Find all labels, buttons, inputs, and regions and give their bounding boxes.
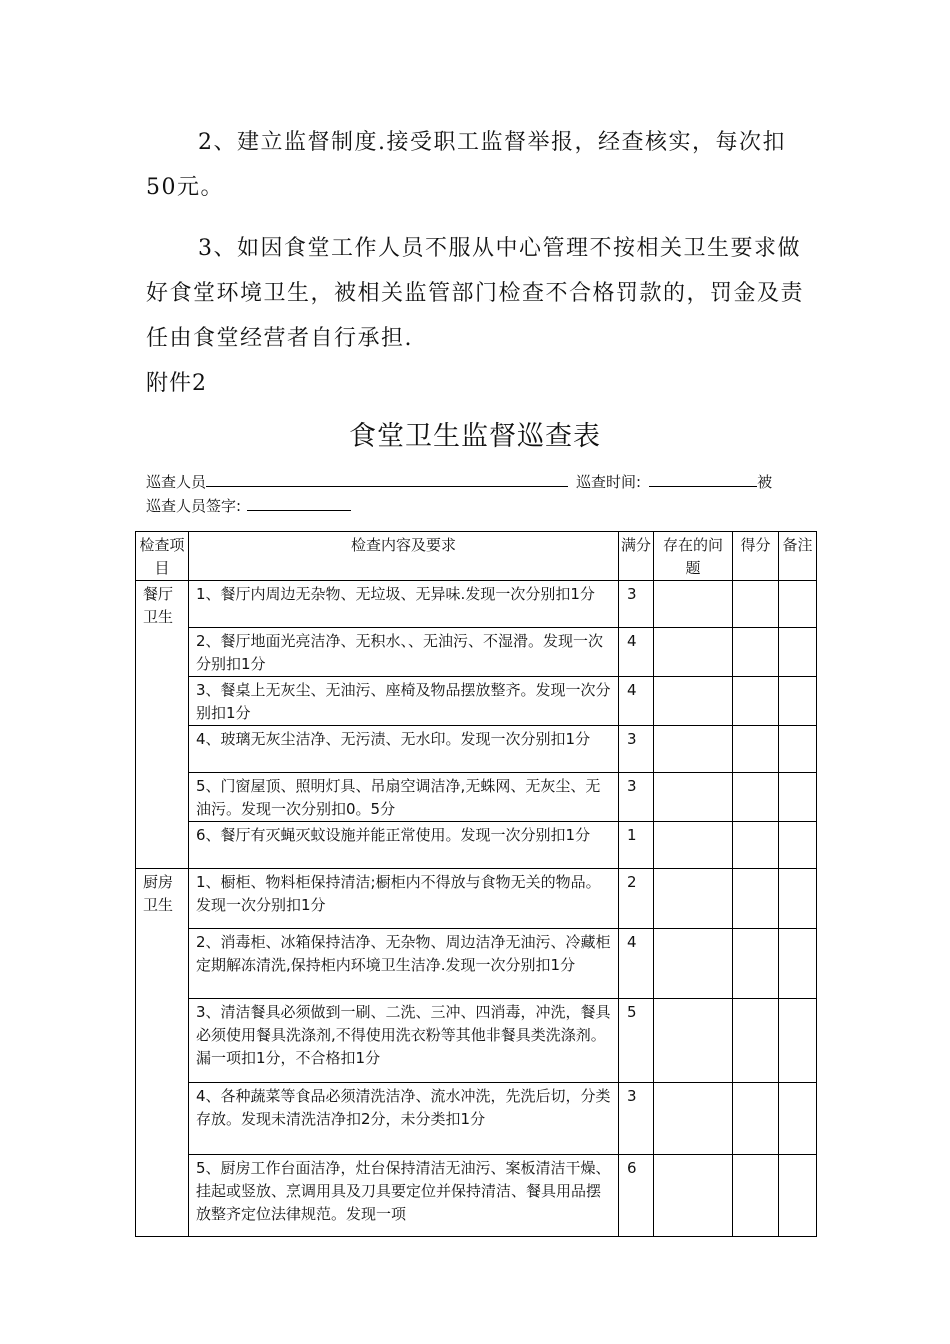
content-cell: 4、各种蔬菜等食品必须清洗洁净、流水冲洗，先洗后切，分类存放。发现未清洗洁净扣2分，未分类扣1分 <box>189 1083 619 1155</box>
full-score-cell: 3 <box>619 773 654 822</box>
full-score-cell: 4 <box>619 929 654 999</box>
full-score-cell: 4 <box>619 677 654 726</box>
inspector-label: 巡查人员 <box>146 473 207 491</box>
table-row <box>136 999 817 1083</box>
remarks-cell[interactable] <box>779 869 817 929</box>
score-cell[interactable] <box>733 628 779 677</box>
remarks-cell[interactable] <box>779 999 817 1083</box>
remarks-cell[interactable] <box>779 1083 817 1155</box>
content-cell: 3、清洁餐具必须做到一刷、二洗、三冲、四消毒，冲洗，餐具必须使用餐具洗涤剂,不得使用洗衣粉等其他非餐具类洗涤剂。漏一项扣1分，不合格扣1分 <box>189 999 619 1083</box>
full-score-cell: 4 <box>619 628 654 677</box>
header-score: 得分 <box>733 532 779 581</box>
header-full-score: 满分 <box>619 532 654 581</box>
issues-cell[interactable] <box>654 999 733 1083</box>
full-score-cell: 1 <box>619 822 654 869</box>
full-score-cell: 6 <box>619 1155 654 1237</box>
rule-item-3: 3、如因食堂工作人员不服从中心管理不按相关卫生要求做好食堂环境卫生，被相关监管部门检查不合格罚款的，罚金及责任由食堂经营者自行承担. <box>146 236 805 351</box>
signature-line <box>146 494 351 516</box>
content-cell: 5、厨房工作台面洁净，灶台保持清洁无油污、案板清洁干燥、挂起或竖放、烹调用具及刀具要定位并保持清洁、餐具用品摆放整齐定位法律规范。发现一项 <box>189 1155 619 1237</box>
table-row <box>136 869 817 929</box>
table-row <box>136 1083 817 1155</box>
full-score-cell: 3 <box>619 581 654 628</box>
full-score-cell: 5 <box>619 999 654 1083</box>
issues-cell[interactable] <box>654 628 733 677</box>
signature-label: 巡查人员签字: <box>146 497 242 515</box>
remarks-cell[interactable] <box>779 677 817 726</box>
inspector-line <box>146 470 806 492</box>
table-row <box>136 677 817 726</box>
remarks-cell[interactable] <box>779 1155 817 1237</box>
content-cell: 2、消毒柜、冰箱保持洁净、无杂物、周边洁净无油污、冷藏柜定期解冻清洗,保持柜内环境卫生洁净.发现一次分别扣1分 <box>189 929 619 999</box>
table-row <box>136 1155 817 1237</box>
remarks-cell[interactable] <box>779 773 817 822</box>
full-score-cell: 3 <box>619 726 654 773</box>
table-row <box>136 581 817 628</box>
issues-cell[interactable] <box>654 726 733 773</box>
category-cell: 厨房卫生 <box>136 869 189 1237</box>
score-cell[interactable] <box>733 999 779 1083</box>
score-cell[interactable] <box>733 929 779 999</box>
issues-cell[interactable] <box>654 1155 733 1237</box>
score-cell[interactable] <box>733 822 779 869</box>
score-cell[interactable] <box>733 773 779 822</box>
score-cell[interactable] <box>733 1155 779 1237</box>
inspection-table <box>135 531 817 1237</box>
inspected-label-start: 被 <box>757 473 773 491</box>
score-cell[interactable] <box>733 869 779 929</box>
score-cell[interactable] <box>733 581 779 628</box>
header-issues: 存在的问题 <box>654 532 733 581</box>
content-cell: 5、门窗屋顶、照明灯具、吊扇空调洁净,无蛛网、无灰尘、无油污。发现一次分别扣0。5分 <box>189 773 619 822</box>
header-remarks: 备注 <box>779 532 817 581</box>
content-cell: 1、橱柜、物料柜保持清洁;橱柜内不得放与食物无关的物品。发现一次分别扣1分 <box>189 869 619 929</box>
table-row <box>136 628 817 677</box>
issues-cell[interactable] <box>654 869 733 929</box>
score-cell[interactable] <box>733 677 779 726</box>
header-row <box>136 532 817 581</box>
attachment-label: 附件2 <box>146 371 207 396</box>
issues-cell[interactable] <box>654 822 733 869</box>
remarks-cell[interactable] <box>779 581 817 628</box>
issues-cell[interactable] <box>654 581 733 628</box>
issues-cell[interactable] <box>654 1083 733 1155</box>
content-cell: 2、餐厅地面光亮洁净、无积水、、无油污、不湿滑。发现一次分别扣1分 <box>189 628 619 677</box>
remarks-cell[interactable] <box>779 628 817 677</box>
header-category: 检查项目 <box>136 532 189 581</box>
rule-item-2: 2、建立监督制度.接受职工监督举报，经查核实，每次扣50元。 <box>146 130 786 200</box>
table-row <box>136 929 817 999</box>
time-label: 巡查时间: <box>576 473 642 491</box>
table-row <box>136 822 817 869</box>
signature-blank[interactable] <box>247 494 351 511</box>
remarks-cell[interactable] <box>779 726 817 773</box>
issues-cell[interactable] <box>654 677 733 726</box>
inspector-blank[interactable] <box>206 470 568 487</box>
content-cell: 4、玻璃无灰尘洁净、无污渍、无水印。发现一次分别扣1分 <box>189 726 619 773</box>
remarks-cell[interactable] <box>779 929 817 999</box>
issues-cell[interactable] <box>654 929 733 999</box>
content-cell: 1、餐厅内周边无杂物、无垃圾、无异味.发现一次分别扣1分 <box>189 581 619 628</box>
table-row <box>136 773 817 822</box>
score-cell[interactable] <box>733 726 779 773</box>
category-cell: 餐厅卫生 <box>136 581 189 869</box>
remarks-cell[interactable] <box>779 822 817 869</box>
content-cell: 3、餐桌上无灰尘、无油污、座椅及物品摆放整齐。发现一次分别扣1分 <box>189 677 619 726</box>
issues-cell[interactable] <box>654 773 733 822</box>
score-cell[interactable] <box>733 1083 779 1155</box>
content-cell: 6、餐厅有灭蝇灭蚊设施并能正常使用。发现一次分别扣1分 <box>189 822 619 869</box>
full-score-cell: 2 <box>619 869 654 929</box>
time-blank[interactable] <box>649 470 757 487</box>
header-content: 检查内容及要求 <box>189 532 619 581</box>
full-score-cell: 3 <box>619 1083 654 1155</box>
table-row <box>136 726 817 773</box>
form-title: 食堂卫生监督巡查表 <box>349 421 601 452</box>
